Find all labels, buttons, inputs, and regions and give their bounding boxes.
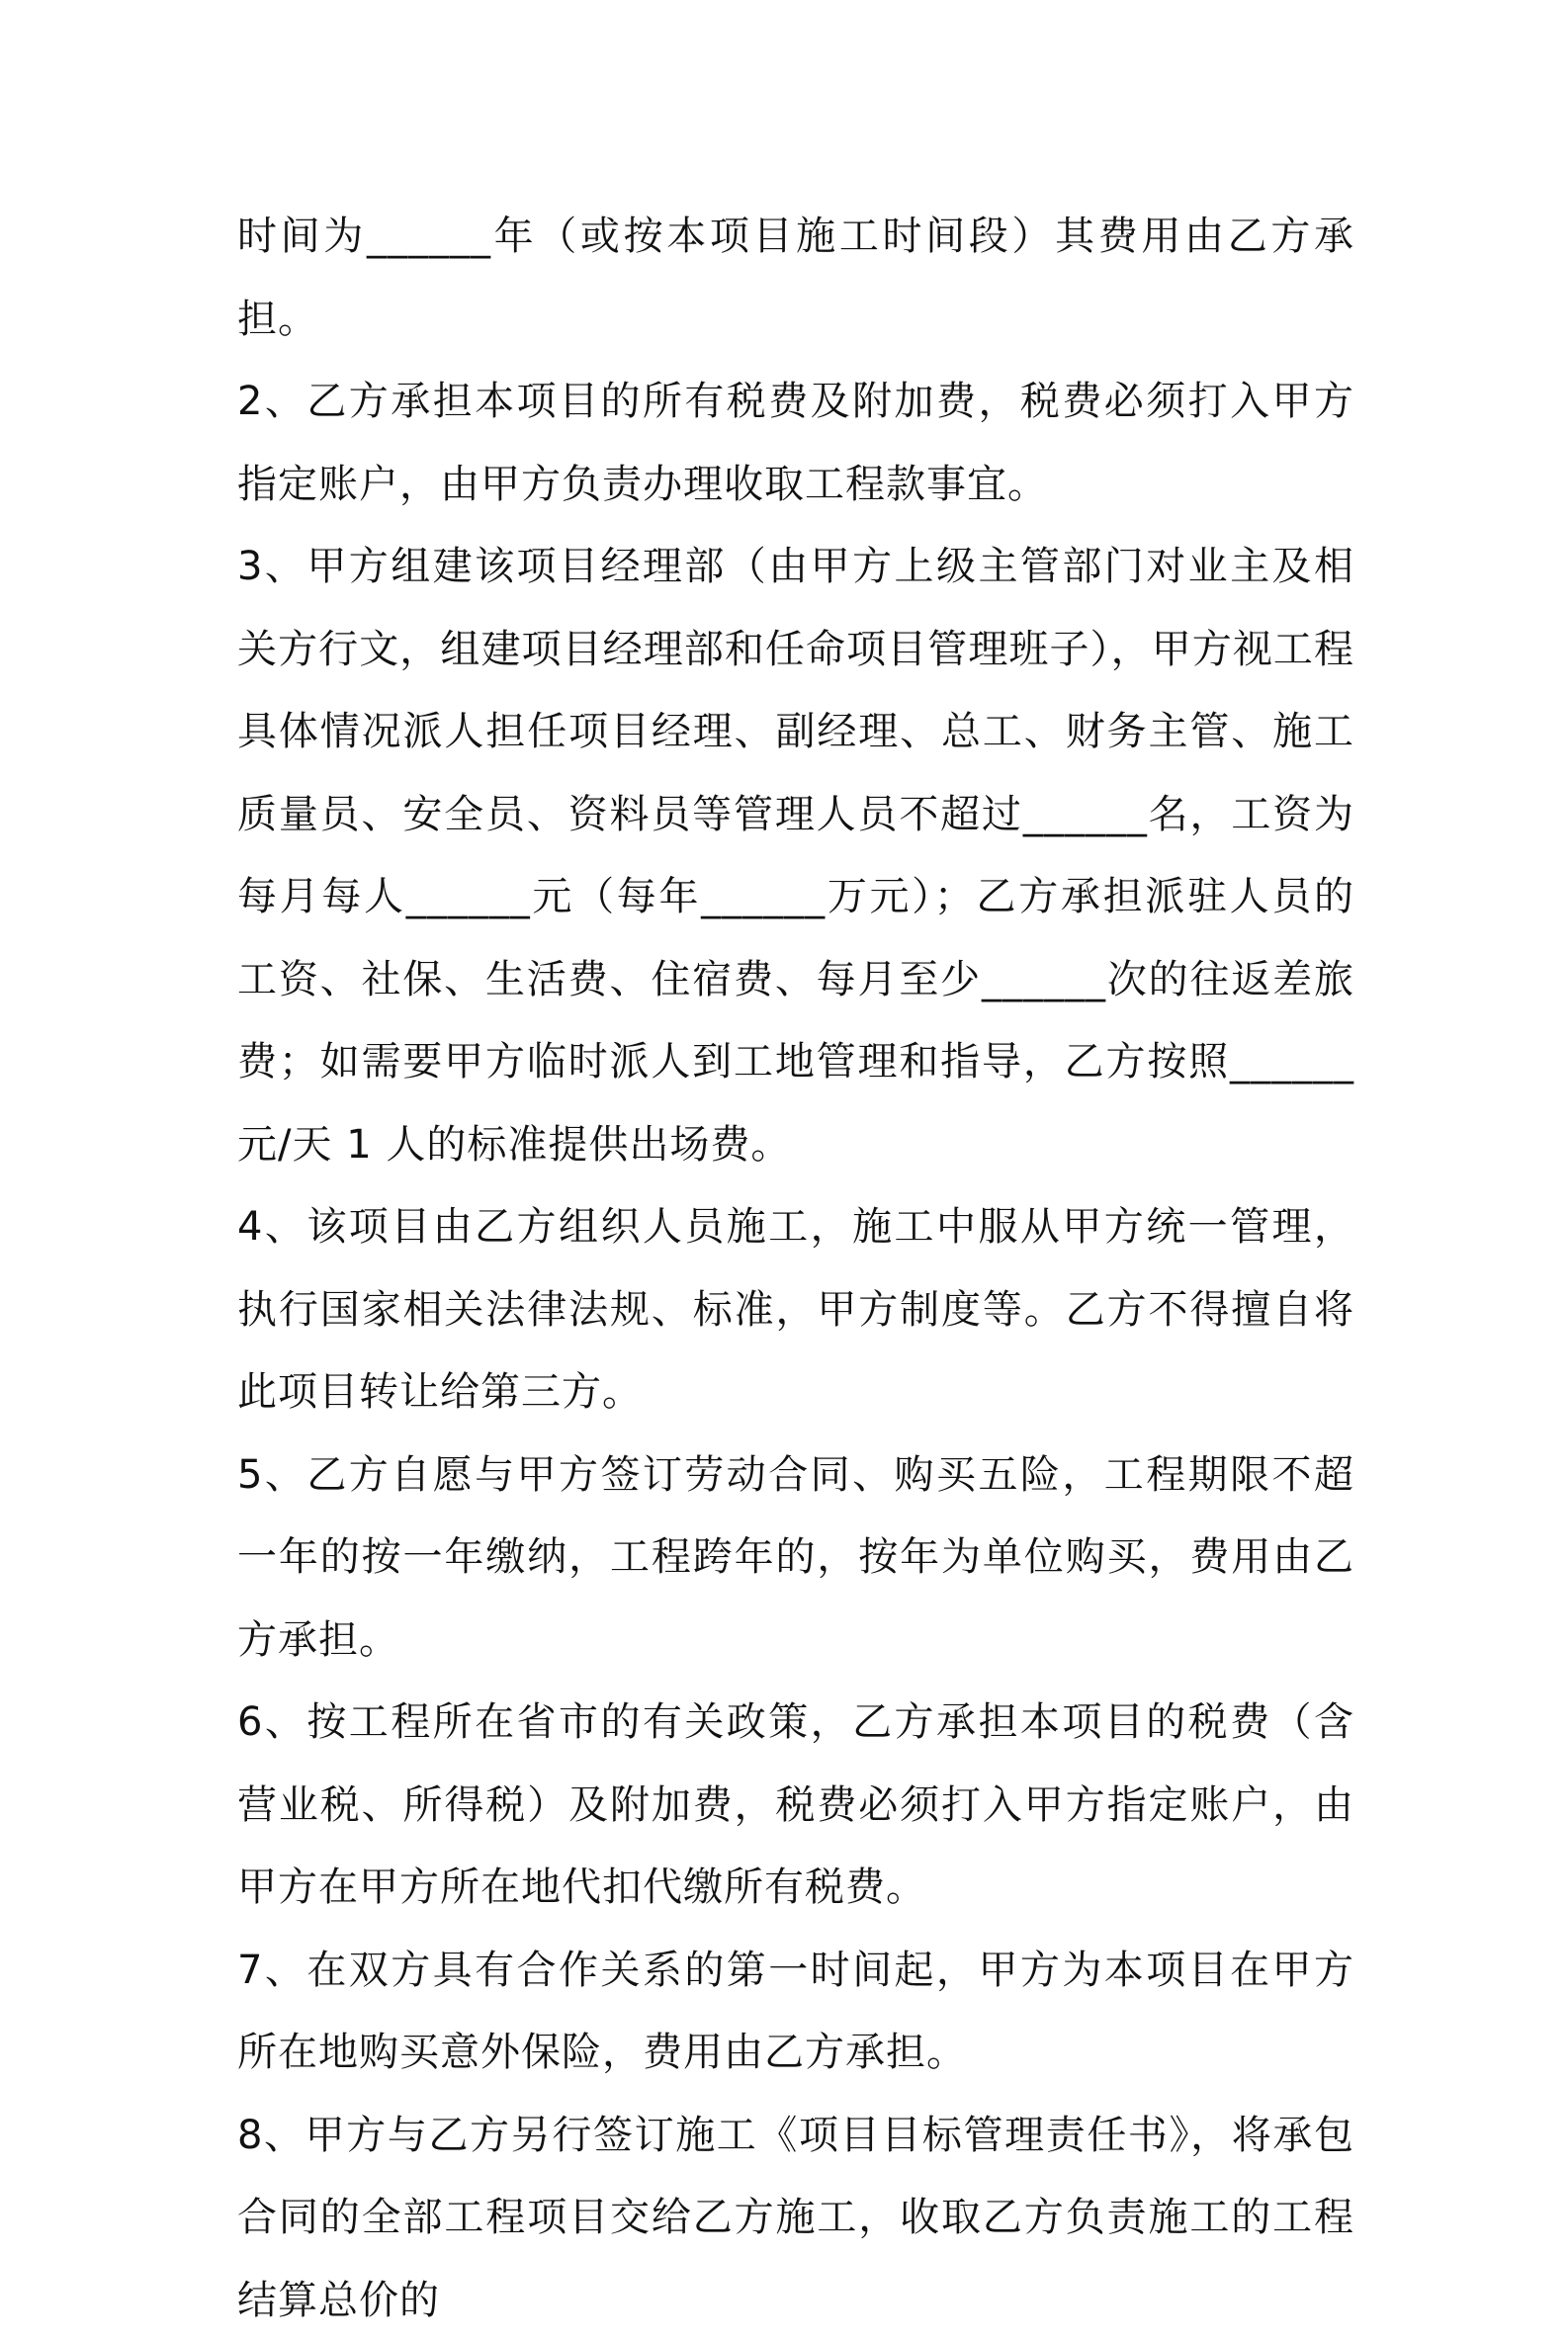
clause-7: 7、在双方具有合作关系的第一时间起，甲方为本项目在甲方所在地购买意外保险，费用由乙方承担。 [237,1930,1354,2095]
document-body [237,196,1354,2342]
clause-6: 6、按工程所在省市的有关政策，乙方承担本项目的税费（含营业税、所得税）及附加费，税费必须打入甲方指定账户，由甲方在甲方所在地代扣代缴所有税费。 [237,1682,1354,1930]
clause-4: 4、该项目由乙方组织人员施工，施工中服从甲方统一管理，执行国家相关法律法规、标准，甲方制度等。乙方不得擅自将此项目转让给第三方。 [237,1186,1354,1434]
clause-8: 8、甲方与乙方另行签订施工《项目目标管理责任书》，将承包合同的全部工程项目交给乙方施工，收取乙方负责施工的工程结算总价的 [237,2095,1354,2342]
clause-3: 3、甲方组建该项目经理部（由甲方上级主管部门对业主及相关方行文，组建项目经理部和任命项目管理班子），甲方视工程具体情况派人担任项目经理、副经理、总工、财务主管、施工质量员、安全员、资料员等管理人员不超过______名，工资为每月每人______元（每年______万元）；乙方承担派驻人员的工资、社保、生活费、住宿费、每月至少______次的往返差旅费；如需要甲方临时派人到工地管理和指导，乙方按照______元/天 1 人的标准提供出场费。 [237,526,1354,1186]
clause-5: 5、乙方自愿与甲方签订劳动合同、购买五险，工程期限不超一年的按一年缴纳，工程跨年的，按年为单位购买，费用由乙方承担。 [237,1434,1354,1683]
paragraph-continuation: 时间为______年（或按本项目施工时间段）其费用由乙方承担。 [237,196,1354,361]
clause-2: 2、乙方承担本项目的所有税费及附加费，税费必须打入甲方指定账户，由甲方负责办理收取工程款事宜。 [237,361,1354,526]
